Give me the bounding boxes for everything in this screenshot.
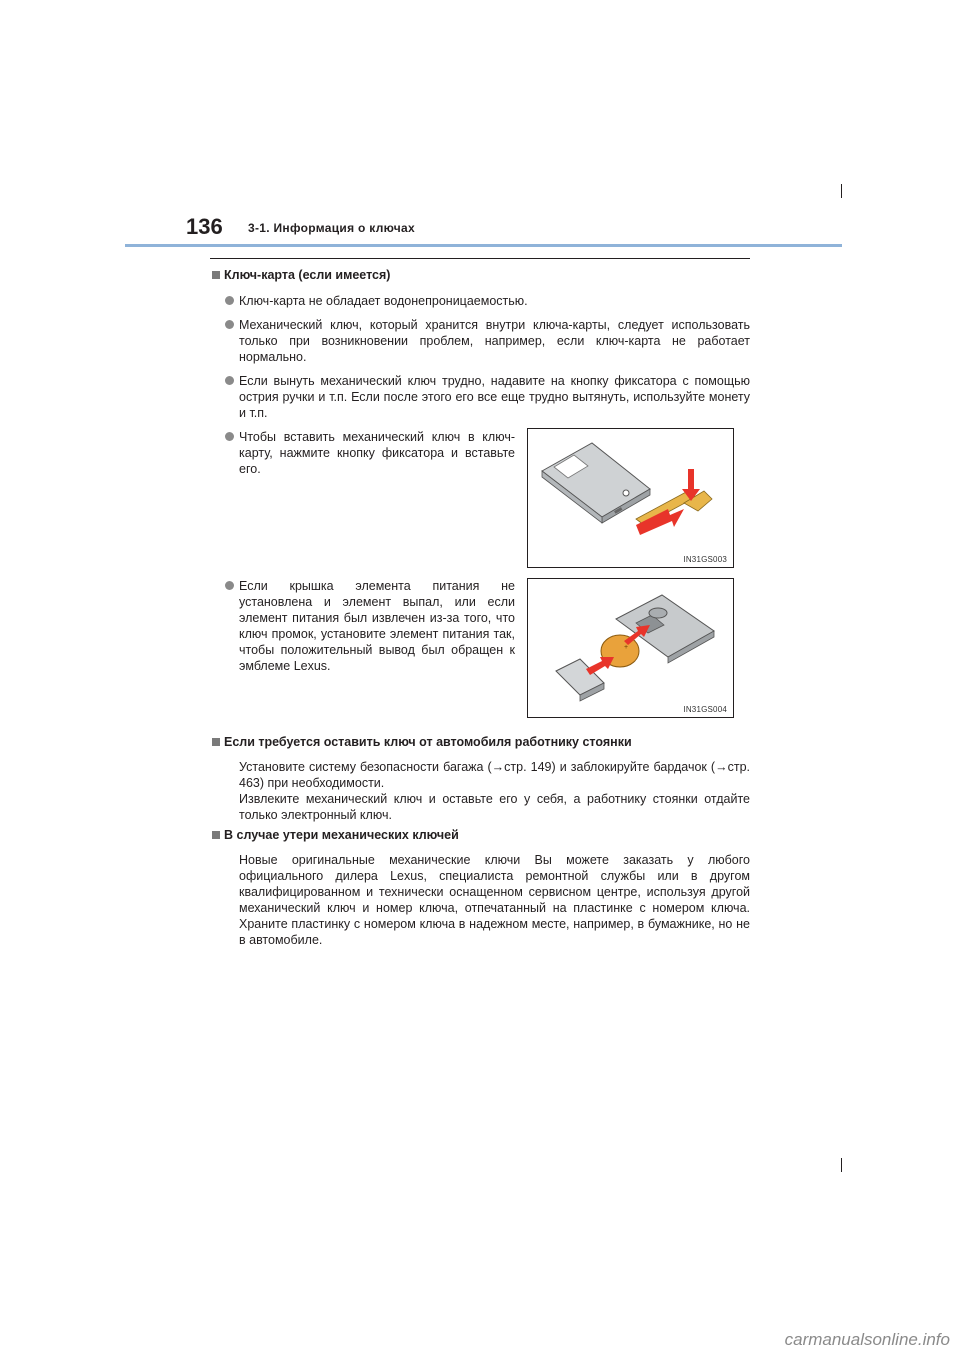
heading-key-card: Ключ-карта (если имеется) <box>212 268 390 282</box>
bullet-dot-icon <box>225 296 234 305</box>
crop-mark-bottom <box>841 1158 842 1172</box>
battery-illustration <box>528 579 733 717</box>
bullet-dot-icon <box>225 432 234 441</box>
valet-paragraph-2: Извлеките механический ключ и оставьте его у себя, а работнику стоянки отдайте только электронный ключ. <box>239 792 750 822</box>
page-number: 136 <box>186 214 223 239</box>
square-bullet-icon <box>212 738 220 746</box>
bullet-dot-icon <box>225 581 234 590</box>
header-rule <box>125 244 842 247</box>
figure-label: IN31GS004 <box>683 705 727 714</box>
bullet-item: Механический ключ, который хранится внутри ключа-карты, следует использовать только при возникновении проблем, например, если ключ-карта не работает нормально. <box>225 317 750 365</box>
bullet-item-with-figure: Если крышка элемента питания не установлена и элемент выпал, или если элемент питания был извлечен из-за того, что ключ промок, установите элемент питания так, чтобы положительный вывод был обращен к эмблеме Lexus. <box>225 578 515 674</box>
square-bullet-icon <box>212 831 220 839</box>
bullet-dot-icon <box>225 320 234 329</box>
key-card-illustration <box>528 429 733 567</box>
bullet-item: Если вынуть механический ключ трудно, надавите на кнопку фиксатора с помощью острия ручки и т.п. Если после этого его все еще трудно вытянуть, используйте монету и т.п. <box>225 373 750 421</box>
square-bullet-icon <box>212 271 220 279</box>
heading-lost-keys: В случае утери механических ключей <box>212 828 459 842</box>
svg-text:+: + <box>624 644 629 651</box>
bullet-item-with-figure: Чтобы вставить механический ключ в ключ-карту, нажмите кнопку фиксатора и вставьте его. <box>225 429 515 477</box>
crop-mark-top <box>841 184 842 198</box>
section-title: 3-1. Информация о ключах <box>248 221 415 235</box>
figure-insert-mechanical-key <box>527 428 734 568</box>
watermark: carmanualsonline.info <box>784 1330 950 1349</box>
lost-keys-paragraph: Новые оригинальные механические ключи Вы можете заказать у любого официального дилера Lexus, специалиста ремонтной службы или в другом квалифицированном и технически оснащенном сервисном центре, используя другой механический ключ и номер ключа, отпечатанный на пластинке с номером ключа. Храните пластинку с номером ключа в надежном месте, например, в бумажнике, но не в автомобиле. <box>239 853 750 947</box>
figure-battery-installation <box>527 578 734 718</box>
bullet-dot-icon <box>225 376 234 385</box>
figure-label: IN31GS003 <box>683 555 727 564</box>
top-rule <box>210 258 750 259</box>
valet-paragraph-1: Установите систему безопасности багажа (→стр. 149) и заблокируйте бардачок (→стр. 463) при необходимости. <box>239 760 750 790</box>
heading-valet: Если требуется оставить ключ от автомобиля работнику стоянки <box>212 735 632 749</box>
bullet-item: Ключ-карта не обладает водонепроницаемостью. <box>225 293 750 309</box>
